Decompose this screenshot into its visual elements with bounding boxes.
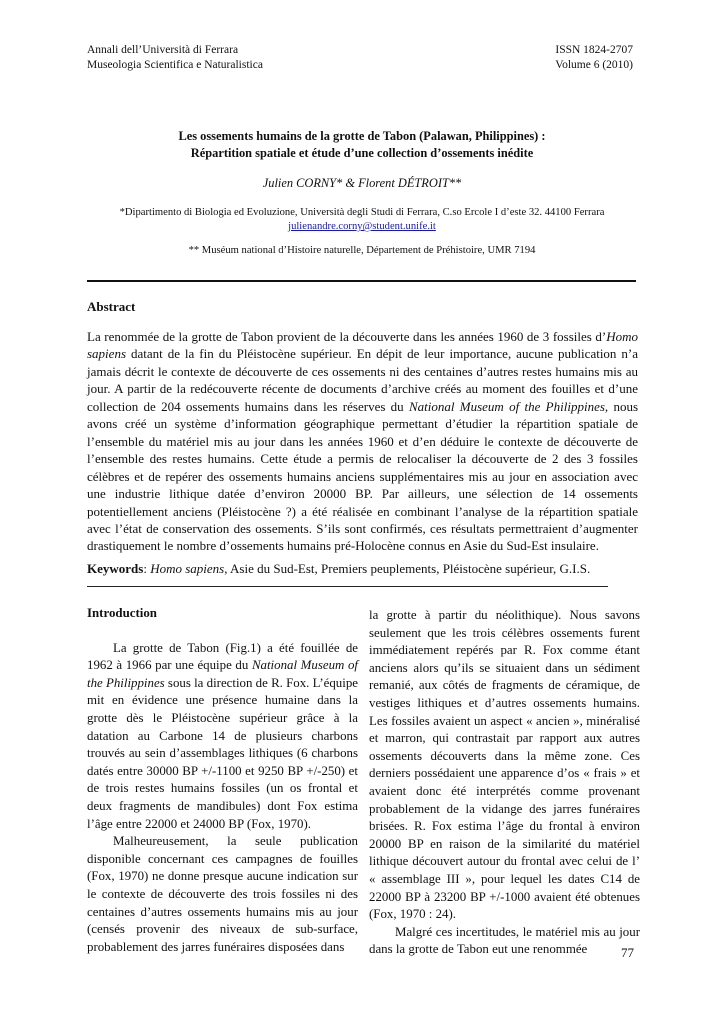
introduction-heading: Introduction <box>87 606 157 620</box>
journal-header <box>87 43 263 73</box>
affiliation-1 <box>60 206 664 234</box>
intro-paragraph-3: Malgré ces incertitudes, le matériel mis au jour dans la grotte de Tabon eut une renommée <box>369 924 640 957</box>
affiliation-2: ** Muséum national d’Histoire naturelle, Département de Préhistoire, UMR 7194 <box>188 245 536 256</box>
keywords-divider <box>87 586 608 587</box>
title-line-1: Les ossements humains de la grotte de Tabon (Palawan, Philippines) : <box>178 129 546 143</box>
affiliation-1-text: *Dipartimento di Biologia ed Evoluzione, Università degli Studi di Ferrara, C.so Ercole I d’este 32. 44100 Ferrara <box>119 207 605 218</box>
header-divider <box>87 280 636 282</box>
keywords: Keywords: Homo sapiens, Asie du Sud-Est, Premiers peuplements, Pléistocène supérieur, G.I.S. <box>87 561 591 576</box>
journal-series: Museologia Scientifica e Naturalistica <box>87 59 263 71</box>
title-line-2: Répartition spatiale et étude d’une collection d’ossements inédite <box>190 146 534 160</box>
column-right <box>369 607 640 959</box>
journal-name: Annali dell’Università di Ferrara <box>87 44 239 56</box>
author-email-link[interactable]: julienandre.corny@student.unife.it <box>288 221 436 232</box>
authors: Julien CORNY* & Florent DÉTROIT** <box>262 176 462 190</box>
column-left <box>87 605 358 956</box>
intro-paragraph-2: Malheureusement, la seule publication disponible concernant ces campagnes de fouilles (Fox, 1970) ne donne presque aucune indication sur le contexte de découverte des trois fossiles ni des centaines d’autres ossements humains mis au jour (censés provenir des niveaux de sub-surface, probablement des jarres funéraires disposées dans <box>87 834 358 954</box>
abstract-paragraph: La renommée de la grotte de Tabon provient de la découverte dans les années 1960 de 3 fossiles d’Homo sapiens datant de la fin du Pléistocène supérieur. En dépit de leur importance, aucune publication n’a jamais décrit le contexte de découverte de ces ossements ni des centaines d’autres restes humains mis au jour. A partir de la redécouverte récente de documents d’archive créés au moment des fouilles et d’une collection de 204 ossements humains dans les réserves du National Museum of the Philippines, nous avons créé un système d’information géographique permettant d’étudier la répartition spatiale de l’ensemble du matériel mis au jour dans les années 1960 et d’en déduire le contexte de découverte de l’ensemble des restes humains. Cette étude a permis de relocaliser la découverte de 2 des 3 fossiles célèbres et de repérer des ossements humains anciens supplémentaires mis au jour en association avec une industrie lithique datée d’environ 20000 BP. Par ailleurs, une sélection de 14 ossements potentiellement anciens (Pléistocène ?) a été réalisée en combinant l’analyse de la répartition spatiale avec l’état de conservation des ossements. S’ils sont confirmés, ces résultats permettraient d’augmenter drastiquement le nombre d’ossements humains pré-Holocène connus en Asie du Sud-Est insulaire. <box>87 329 639 554</box>
abstract-heading: Abstract <box>87 299 136 314</box>
paper-title <box>60 128 664 162</box>
abstract-body <box>87 328 638 555</box>
keywords-label: Keywords <box>87 561 144 576</box>
volume: Volume 6 (2010) <box>555 59 633 71</box>
page-number: 77 <box>621 945 634 960</box>
intro-paragraph-2-continued: la grotte à partir du néolithique). Nous savons seulement que les trois célèbres ossements furent immédiatement repérés par R. Fox comme étant anciens alors qu’ils se situaient dans un sédiment remanié, aux côtés de fragments de céramique, de vestiges lithiques et d’autres ossements humains. Les fossiles avaient un aspect « ancien », minéralisé et marron, qui contrastait par rapport aux autres ossements découverts dans la même zone. Ces derniers possédaient une apparence d’os « frais » et avaient donc été interprétés comme provenant probablement de la vidange des jarres funéraires brisées. R. Fox estima l’âge du frontal à environ 20000 BP en raison de la similarité du matériel lithique découvert autour du frontal avec celui de l’ « assemblage III », pour lequel les dates C14 de 22000 BP à 23200 BP +/-1000 avaient été obtenues (Fox, 1970 : 24). <box>369 608 640 922</box>
intro-paragraph-1: La grotte de Tabon (Fig.1) a été fouillée de 1962 à 1966 par une équipe du National Museum of the Philippines sous la direction de R. Fox. L’équipe mit en évidence une présence humaine dans la grotte dès le Pléistocène supérieur grâce à la datation au Carbone 14 de plusieurs charbons trouvés au sein d’assemblages lithiques (6 charbons datés entre 30000 BP +/-1100 et 9250 BP +/-250) et de trois restes humains fossiles (un os frontal et deux fragments de mandibules) dont Fox estima l’âge entre 22000 et 24000 BP (Fox, 1970). <box>87 640 358 831</box>
issn: ISSN 1824-2707 <box>555 44 633 56</box>
issue-header <box>555 43 633 73</box>
